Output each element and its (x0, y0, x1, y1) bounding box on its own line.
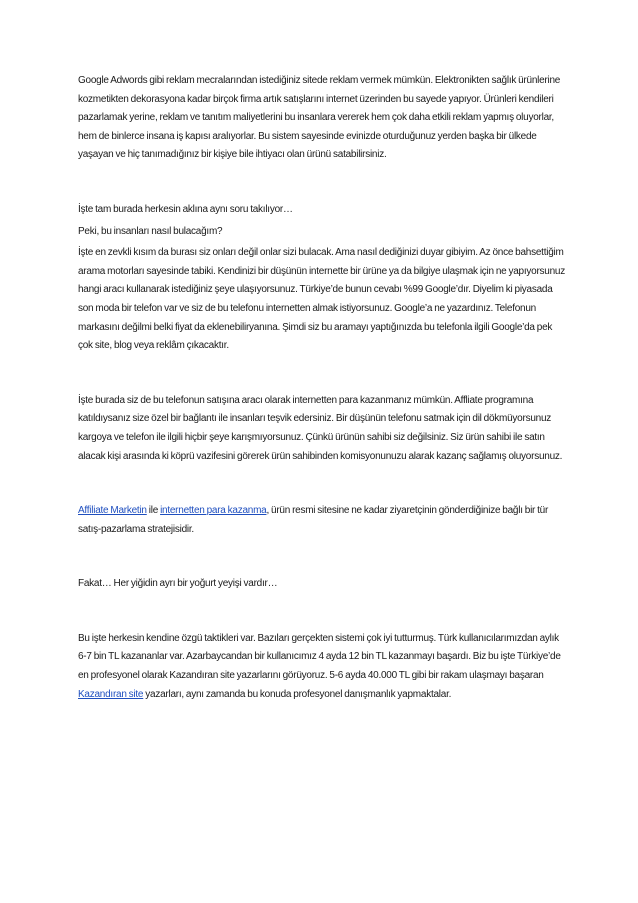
link-connector-text: ile (146, 505, 161, 517)
tactics-text: Bu işte herkesin kendine özgü taktikleri var. Bazıları gerçekten sistemi çok iyi tutturmuş. Türk kullanıcılarımızdan aylık 6-7 bin TL kazananlar var. Azarbaycandan bir kullanıcımız 4 ayda 12 bin TL kazanmayı başardı. Biz bu işte Türkiye’de en profesyonel olarak Kazandıran site yazarlarını görüyoruz. 5-6 ayda 40.000 TL gibi bir rakam ulaşmayı başaran (78, 632, 561, 682)
paragraph-question: Peki, bu insanları nasıl bulacağım? (78, 225, 223, 237)
paragraph-tactics (78, 630, 565, 704)
document-page (78, 72, 565, 704)
tactics-text-end: yazarları, aynı zamanda bu konuda profesyonel danışmanlık yapmaktalar. (143, 688, 452, 700)
internetten-para-kazanma-link[interactable]: internetten para kazanma (160, 505, 267, 517)
affiliate-marketing-link[interactable]: Affiliate Marketin (78, 505, 147, 517)
paragraph-google-adwords: Google Adwords gibi reklam mecralarından istediğiniz sitede reklam vermek mümkün. Elektronikten sağlık ürünlerine kozmetikten dekorasyona kadar birçok firma artık satışlarını internet üzerinden bu sayede yapıyor. Ürünleri kendileri pazarlamak yerine, reklam ve tanıtım maliyetlerini bu insanlara vererek hem çok daha etkili reklam yapmış oluyorlar, hem de binlerce insana iş kapısı aralıyorlar. Bu sistem sayesinde evinizde oturduğunuz yerden başka bir ülkede yaşayan ve hiç tanımadığınız bir kişiye bile ihtiyacı olan ürünü satabilirsiniz. (78, 75, 561, 161)
definition-text: , ürün resmi sitesine ne kadar ziyaretçinin gönderdiğinize bağlı bir tür satış-pazarlama stratejisidir. (78, 505, 549, 535)
paragraph-affiliate-definition (78, 502, 565, 539)
paragraph-proverb: Fakat… Her yiğidin ayrı bir yoğurt yeyişi vardır… (78, 578, 278, 590)
paragraph-question-intro: İşte tam burada herkesin aklına aynı soru takılıyor… (78, 203, 293, 215)
paragraph-search-engines: İşte en zevkli kısım da burası siz onları değil onlar sizi bulacak. Ama nasıl dediğinizi duyar gibiyim. Az önce bahsettiğim arama motorları sayesinde tabiki. Kendinizi bir düşünün internette bir ürüne ya da bilgiye ulaşmak için ne yapıyorsunuz hangi aracı kullanarak istediğiniz şeye ulaşıyorsunuz. Türkiye’de bunun cevabı %99 Google’dır. Diyelim ki piyasada son moda bir telefon var ve siz de bu telefonu internetten almak istiyorsunuz. Google’a ne yazardınız. Telefonun markasını değilmi belki fiyat da eklenebiliryanına. Şimdi siz bu aramayı yaptığınızda bu telefonla ilgili Google’da pek çok site, blog veya reklâm çıkacaktır. (78, 247, 565, 352)
paragraph-affiliate-program: İşte burada siz de bu telefonun satışına aracı olarak internetten para kazanmanız mümkün. Affliate programına katıldıysanız size özel bir bağlantı ile insanları teşvik edersiniz. Bir düşünün telefonu satmak için dil dökmüyorsunuz kargoya ve telefon ile ilgili hiçbir şeye karışmıyorsunuz. Çünkü ürünün sahibi siz değilsiniz. Siz ürün sahibi ile satın alacak kişi arasında ki köprü vazifesini görerek ürün sahibinden komisyonunuzu alarak kazanç sağlamış oluyorsunuz. (78, 394, 563, 462)
kazandiran-site-link[interactable]: Kazandıran site (78, 688, 144, 700)
